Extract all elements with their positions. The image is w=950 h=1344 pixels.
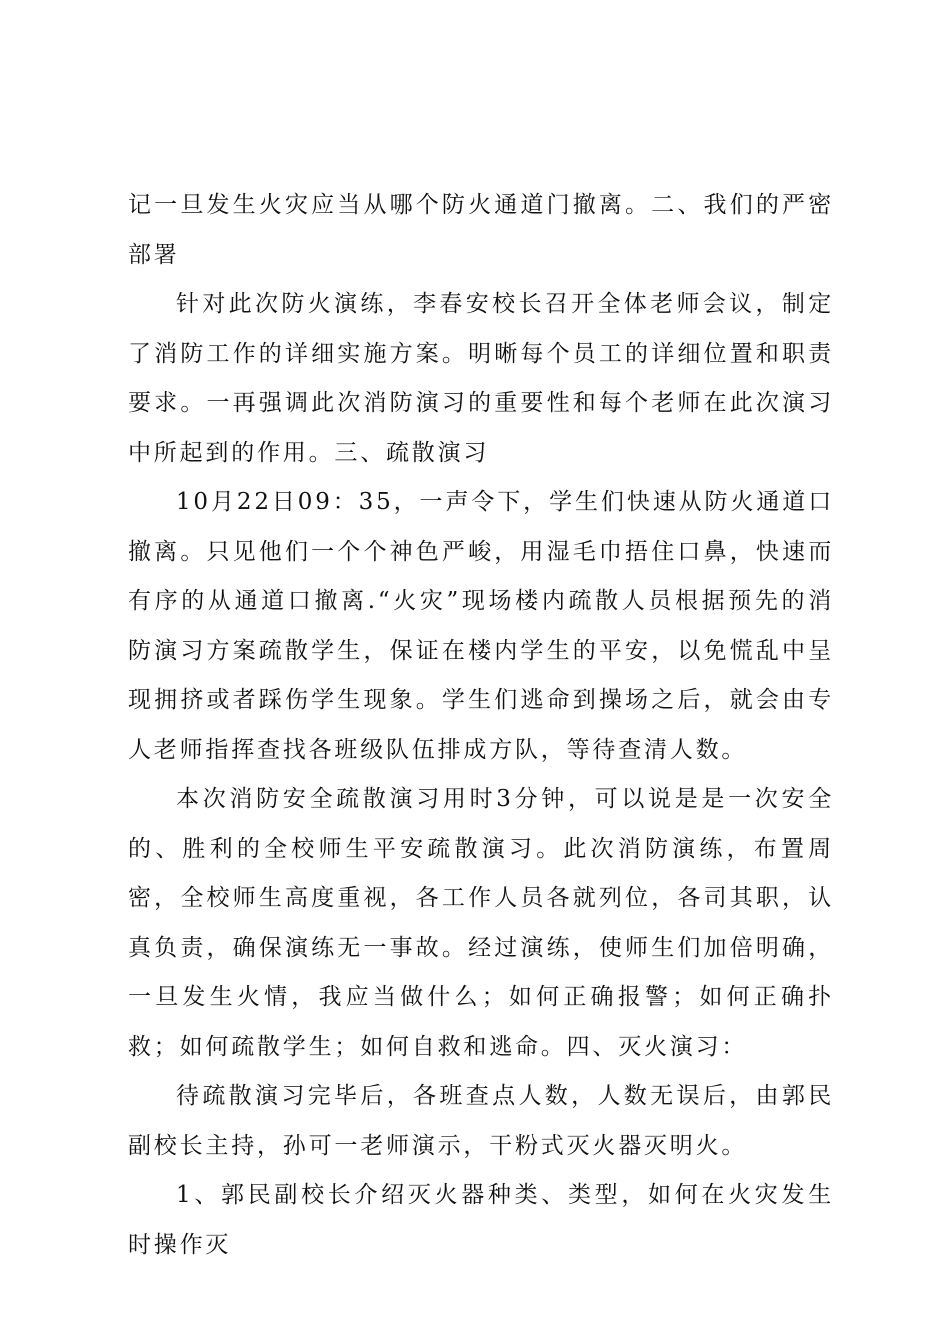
paragraph-3: 10月22日09：35，一声令下，学生们快速从防火通道口撤离。只见他们一个个神色严峻，用湿毛巾捂住口鼻，快速而有序的从通道口撤离.“火灾”现场楼内疏散人员根据预先的消防演习方案疏散学生，保证在楼内学生的平安，以免慌乱中呈现拥挤或者踩伤学生现象。学生们逃命到操场之后，就会由专人老师指挥查找各班级队伍排成方队，等待查清人数。 [128, 489, 834, 763]
paragraph-1: 记一旦发生火灾应当从哪个防火通道门撤离。二、我们的严密部署 [128, 192, 834, 268]
paragraph-4: 本次消防安全疏散演习用时3分钟，可以说是是一次安全的、胜利的全校师生平安疏散演习。此次消防演练，布置周密，全校师生高度重视，各工作人员各就列位，各司其职，认真负责，确保演练无一事故。经过演练，使师生们加倍明确，一旦发生火情，我应当做什么；如何正确报警；如何正确扑救；如何疏散学生；如何自救和逃命。四、灭火演习： [128, 786, 834, 1060]
document-body [128, 181, 834, 1270]
paragraph-6: 1、郭民副校长介绍灭火器种类、类型，如何在火灾发生时操作灭 [128, 1182, 834, 1258]
paragraph-5: 待疏散演习完毕后，各班查点人数，人数无误后，由郭民副校长主持，孙可一老师演示，干粉式灭火器灭明火。 [128, 1083, 834, 1159]
paragraph-2: 针对此次防火演练，李春安校长召开全体老师会议，制定了消防工作的详细实施方案。明晰每个员工的详细位置和职责要求。一再强调此次消防演习的重要性和每个老师在此次演习中所起到的作用。三、疏散演习 [128, 291, 834, 466]
